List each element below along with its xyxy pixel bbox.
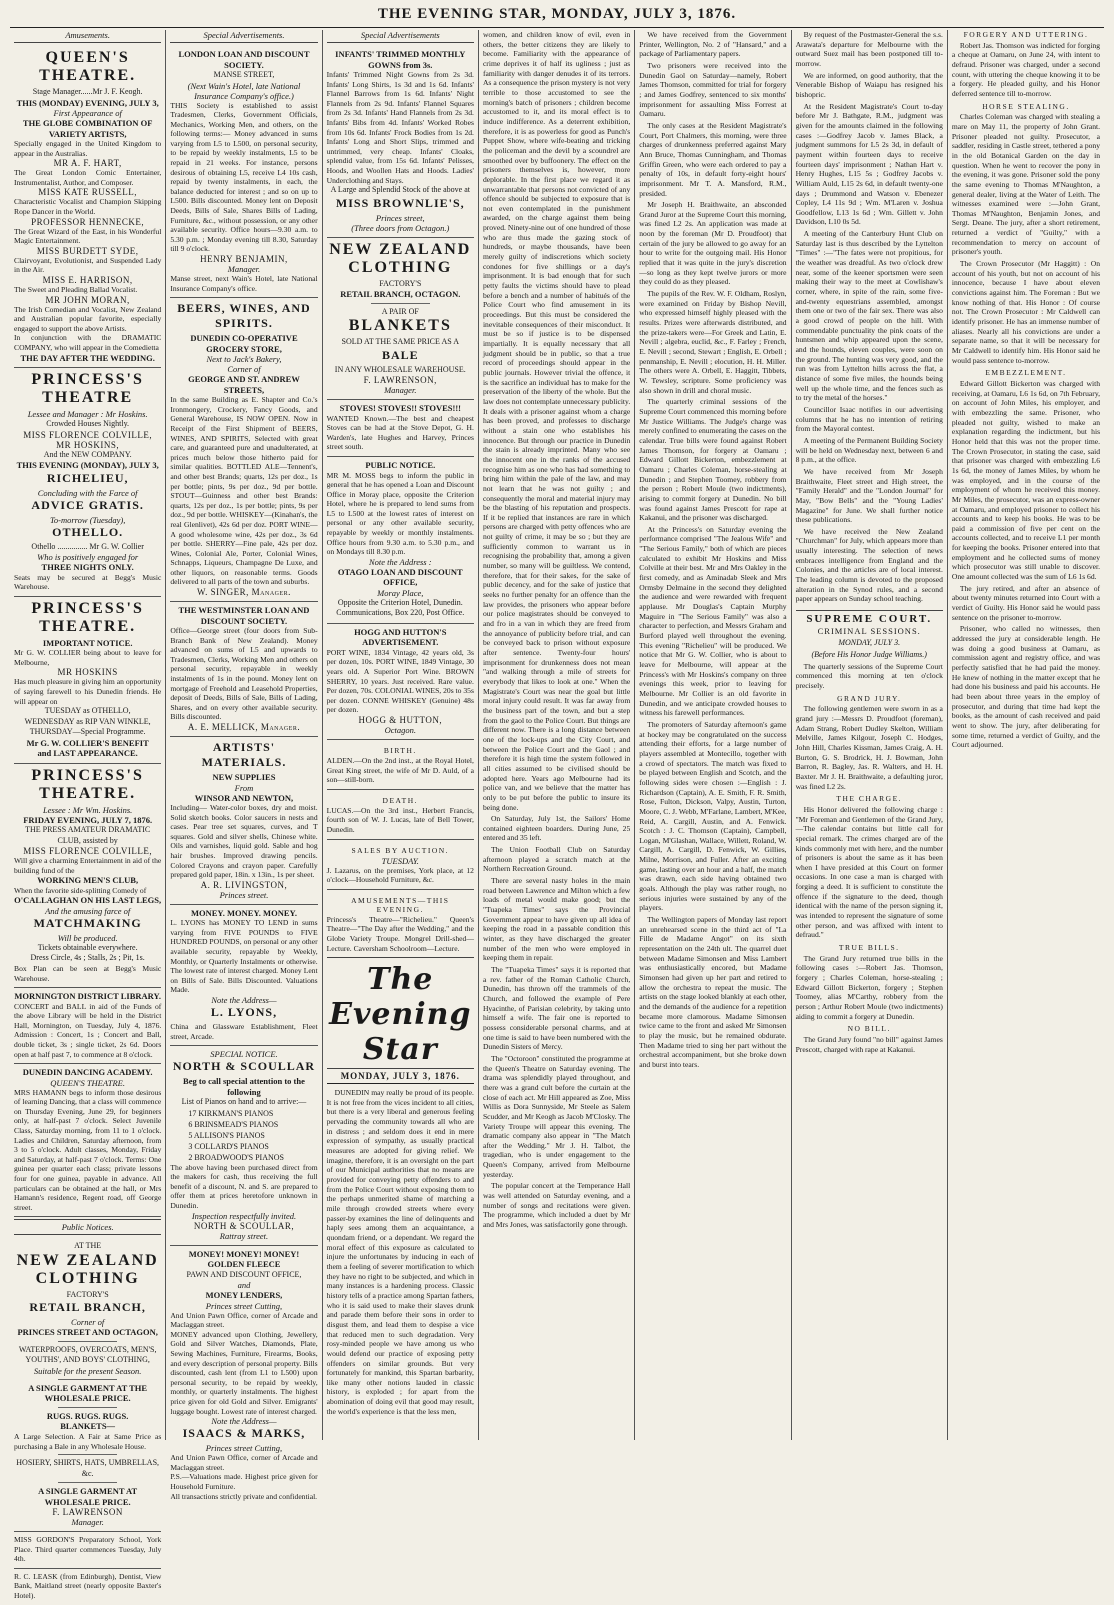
ad-body: PORT WINE, 1834 Vintage, 42 years old, 3s per dozen, 10s. PORT WINE, 1849 Vintage, 30 years old. A Superior Port Wine. BROWN SHERRY, 10 years. Just received. Rare value. Per dozen, 70s. COLONIAL WINES, 20s to 35s per dozen. CONNE WHISKEY (Genuine) 48s per dozen. <box>326 647 474 715</box>
subheading: THE CHARGE. <box>836 794 903 804</box>
ad-princess-theatre-1 <box>14 368 161 597</box>
notice-amusements-this-evening <box>327 890 474 957</box>
ad-line: RETAIL BRANCH, <box>29 1300 146 1315</box>
notice-body: J. Lazarus, on the premises, York place, at 12 o'clock—Household Furniture, &c. <box>326 865 474 885</box>
paragraph: His Honor delivered the following charge : "Mr Foreman and Gentlemen of the Grand Jury,—The calendar contains but little call for special remark. The crimes charged are of the kinds commonly met with here, and the number of prisoners is about the same as it has been when I have presided at this Court on former occasions. In one case a man is charged with forging a deed. It is sufficient to constitute the offence if the signature to the deed, though identical with the name of the person signing it, was intended to represent the signature of some other person, and was affixed with intent to defraud." <box>795 804 943 940</box>
ad-line: Next to Jack's Bakery, <box>206 354 282 365</box>
ad-line: ADVICE GRATIS. <box>31 497 144 512</box>
paragraph: We have received from Mr Joseph Braithwaite, Fleet street and High street, the "Family Herald" and the "London Journal" for May, "Bow Bells" and the "Young Ladies' Magazine" for June. We shall further notice these publications. <box>795 466 943 525</box>
ad-line: FACTORY'S <box>379 278 422 288</box>
paragraph: We have received from the Government Printer, Wellington, No. 2 of "Hansard," and a package of Parliamentary papers. <box>639 30 787 59</box>
ad-line: THREE NIGHTS ONLY. <box>41 562 134 572</box>
paragraph: The only cases at the Resident Magistrate's Court, Port Chalmers, this morning, were three charges of drunkenness preferred against Mary Ann Bruce, Thomas Cunningham, and Thomas Griffin Green, who were each ordered to pay a penalty of 10s, in default forty-eight hours' imprisonment. Mr T. A. Mansford, R.M., presided. <box>639 120 787 198</box>
ad-artists-materials <box>170 737 317 905</box>
ad-line: Manse street, next Wain's Hotel, late National Insurance Company's office. <box>170 274 318 293</box>
notice-title: DEATH. <box>382 795 419 805</box>
notice-body: ALDEN.—On the 2nd inst., at the Royal Hotel, Great King street, the wife of Mr D. Auld, of a son—still-born. <box>326 756 474 785</box>
ad-line: And Union Pawn Office, corner of Arcade and Maclaggan street. <box>170 1453 318 1472</box>
paragraph: The Grand Jury found "no bill" against James Prescott, charged with rape at Kakanui. <box>795 1034 943 1054</box>
ad-line: OTHELLO. <box>52 524 124 539</box>
ad-line: RETAIL BRANCH, OCTAGON. <box>340 289 461 300</box>
paragraph: Prisoner, who called no witnesses, then addressed the jury at considerable length. He was doing a good business at Oamaru, as commission agent and registry office, and was perfectly satisfied that he had paid the money. He knew of nothing in the matter except that he had done his business and paid his accounts. He had been about three years in the employ of prosecutor, and during that time had kept the books, as the amount of cash received and paid went to show. The jury, after deliberating for some time, returned a verdict of Guilty, and the Court adjourned. <box>951 624 1101 750</box>
ad-line: To-morrow (Tuesday), <box>49 514 126 525</box>
ad-line: Suitable for the present Season. <box>33 1365 142 1376</box>
ad-line: And the NEW COMPANY. <box>43 449 132 459</box>
nameplate: The Evening Star <box>327 957 474 1068</box>
ad-line: THE GLOBE COMBINATION OF VARIETY ARTISTS, <box>22 118 153 139</box>
ad-title: LONDON LOAN AND DISCOUNT SOCIETY. <box>178 49 310 70</box>
ad-line: Princes street Cutting, <box>205 1443 283 1454</box>
ad-title: MONEY! MONEY! MONEY! <box>188 1248 300 1259</box>
divider <box>58 1482 117 1483</box>
ad-body: MONEY advanced upon Clothing, Jewellery, Gold and Silver Watches, Diamonds, Plate, Sewing Machines, Furniture, Firearms, Books, and every description of personal property. Bills discounted, cash lent (from L1 to L500) upon personal security, to be repaid by weekly, monthly, or quarterly instalments. The highest price given for old Gold and Silver. Emigrants' luggage bought. Lowest rate of interest charged. <box>170 1329 318 1416</box>
paragraph: The popular concert at the Temperance Hall was well attended on Saturday evening, and a number of songs and recitations were given. The programme, which included a duet by Mr and Mrs Jones, was satisfactorily gone through. <box>482 1181 631 1230</box>
paragraph: The "Octoroon" constituted the programme at the Queen's Theatre on Saturday evening. The drama was splendidly played throughout, and there was a grand cult before the curtain at the close of each act. Mr Hill appeared as Zoe, Miss Willis as Dora Sunnyside, Mr Steele as Salem Scudder, and Mr Keogh as Jacob M'Closky. The Variety Troupe will appear this evening. The dramatic company also appear in "The Match after the Wedding." Mr J. H. Talbot, the tragedian, who is under engagement to the Queen's Company, arrived from Melbourne yesterday. <box>482 1053 631 1179</box>
paragraph: The Grand Jury returned true bills in the following cases :—Robert Jas. Thomson, forgery ; Charles Coleman, horse-stealing ; Edward Gillott Bickerton, forgery ; Stephen Toomey, alias M'Carthy, robbery from the person ; Arthur Robert Moule (two indictments) aiding to commit a forgery at Dunedin. <box>795 953 943 1021</box>
dateline: MONDAY, JULY 3, 1876. <box>327 1068 474 1084</box>
ad-golden-fleece <box>170 1246 317 1506</box>
ad-nz-clothing-octagon <box>327 238 474 401</box>
ad-line: HOGG & HUTTON, <box>358 715 443 725</box>
ad-body: THIS Society is established to assist Tradesmen, Clerks, Government Officials, Mechanics, Working Men, and others, on the following terms:— Money advanced in sums varying from L5 to L500, on personal security, to be repaid by weekly instalments, L5 to be repaid in 21 weeks. For instance, persons desirous of obtaining L5, receive L4 10s cash, repaid by twenty instalments, in each, the balance deducted for interest ; and so on up to L500. Bills discounted. Money lent on Deposit Deeds, Bills of Sale, Shares Bills of Lading, Furniture, &c., without possession, or any other available security. Office hours—9.30 a.m. to 5.30 p.m. ; Monday evening till 8.30, Saturday till 9 o'clock. <box>170 100 318 254</box>
ad-lyons-money <box>170 905 317 1046</box>
paragraph: women, and children know of evil, even in others, the better citizens they are likely to become. Familiarity with the appearance of crime deprives it of half its ugliness ; just as familiarity with danger denudes it of its terrors. As a consequence the prison mystery is not very terrible to those accustomed to see the morning's batch of prisoners ; children become accustomed to it, and its moral effect is to induce indifference. As a deterrent exhibition, therefore, it is as powerless for good as Punch's Puppet Show, where wife-beating and tricking the policeman and the devil by a scoundrel are smoothed over by buffoonery. The effect on the prisoners themselves is, however, more deplorable. In the first place we regard it as unwarrantable that persons not convicted of any offence should be subjected to exposure that is not even contemplated in the punishment awarded, on the charge against them being proved. Ninety-nine out of one hundred of those who are thus made the gazing stock of hundreds, or maybe thousands, have been merely guilty of indiscretions which society condones for five shillings or a day's imprisonment. It is bad enough that for such petty faults the victims should have to plead before a bench and a number of habitués of the Police Court who find amusement in its proceedings. But this must be considered the inevitable consequences of their misconduct. It must be so if justice is to be dispensed impartially. It is equally necessary that all judgment should be in public, so that a true record of proceedings should appear in the public journals. However trivial the offence, it is the sacrifice an individual has to make for the preservation of the liberty of the whole. But the law does not contemplate unnecessary publicity. It deals with a prisoner against whom a charge has been proved, and professes to discharge without a stain one who establishes his innocence. But through our practice in Dunedin the stain is already imprinted. Many who see the innocent one in the ranks of the accused recognise him as one who has had something to bring him within the pale of the law, and may not learn that he was not guilty ; and consequently the moral and material injury may be the blasting of his reputation and prospects. If it be replied that instances are rare in which persons are charged with petty offences who are not guilty of crime, it may be so ; but they are sufficiently common to warrant us in recognising the probability that, among a given number, so many will be guiltless. We contend, therefore, that for their sakes, for the sake of public decency, and for the sake of justice that seeks no further penalty for an offence than the law provides, the prisoners who appear before our police magistrates should be conveyed to and fro in a van in which they are freed from the annoyance of publicity before trial, and can be conveyed back to prison without exposure after sentence. Twenty-four hours' imprisonment for drunkenness does not mean "and walking through a mile of streets for everybody that likes to look at one." When the Magistrate's Court was near the goal but little moral injury could result. It was far away from the business part of the town, and but a step from the gaol to the Police Court. But things are different now. There is a long distance between one of the lock-ups and the City Court, and between the Police Court and the Gaol ; and therefore it is high time the system followed in all cities assumed to be civilised should be adopted here. Years ago Melbourne had its police van, and we believe that the matter has only to be put before the public to insure its being done. <box>482 30 631 812</box>
paragraph: The Crown Prosecutor (Mr Haggitt) : On account of his youth, but not on account of his innocence, because I have about eleven convictions against him. The Foreman : But we know nothing of that. His Honor : Of course not. The Crown Prosecutor : Mr Caldwell can identify prisoner. He has an immense number of aliases. Nearly all his convictions are under a separate name, so that it will be necessary for Mr Caldwell to identify him. His Honor said he would pass sentence to-morrow. <box>951 259 1101 365</box>
paragraph: At the Resident Magistrate's Court to-day before Mr J. Bathgate, R.M., judgment was given for the amounts claimed in the following cases :—Godfrey Jacob v. James Black, a judgment summons for L5 2s 3d, in default of payment within fourteen days to receive fourteen days' imprisonment ; Nathan Hart v. Henry Hughes, L15 5s ; Godfrey Jacobs v. William Auld, L15 2s 6d, in default twenty-one days ; Drummond and Watson v. Ebenezer Copley, L4 11s 9d ; Wm. M'Laren v. Joshua Goodfellow, L13 1s 6d ; Wm. Gillett v. John Davidson, L10 0s 5d. <box>795 101 943 227</box>
ad-line: A Large and Splendid Stock of the above at <box>330 185 470 195</box>
ad-mornington-library <box>14 988 161 1064</box>
list-item: 17 KIRKMAN'S PIANOS <box>188 1108 274 1118</box>
notice-sales-by-auction <box>327 840 474 890</box>
ad-line: Octagon. <box>384 725 416 735</box>
notice-title: SALES BY AUCTION. <box>351 845 450 855</box>
ad-body: In the same Building as E. Shapter and Co.'s Ironmongery, Crockery, Fancy Goods, and General Warehouse, IS NOW OPEN. Now in Receipt of the First Shipment of BEERS, WINES, AND SPIRITS, Selected with great care, and guaranteed pure and unadulterated, at prices much below those hitherto paid for similar qualities. BOTTLED ALE—Tennent's, and other best Brands; quarts, 12s per doz., 1s per bottle; pints, 9s per doz., 9d per bottle. STOUT—Guinness and other best Brands: quarts, 12s per doz., 1s per bottle; pints, 9s per doz., 9d per bottle. WHISKEY—(Kinahan's, the real Glenlivet), 42s 6d per doz. PORT WINE—A good wholesome wine, 42s per doz., 3s 6d per bottle. SHERRY—Fine pale, 42s per doz. Wines, Colonial Ale, Porter, Colonial Wines, Schnapps, Liqueurs, Champagne De Luxe, and other liquors, on reasonable terms. Goods delivered to all parts of the town and suburbs. <box>170 395 318 587</box>
ad-line: Clairvoyant, Evolutionist, and Suspended Lady in the Air. <box>14 255 162 275</box>
news-column <box>483 30 630 1230</box>
ad-title: BEERS, WINES, AND SPIRITS. <box>177 301 311 331</box>
ad-line: TUESDAY as OTHELLO, <box>44 706 131 716</box>
ad-westminster-loan <box>170 602 317 737</box>
ad-title: NEW ZEALAND CLOTHING <box>329 240 472 276</box>
ad-body: L. LYONS has MONEY TO LEND in sums varying from FIVE POUNDS to FIVE HUNDRED POUNDS, on personal or any other available security, repayable by Weekly, Monthly, or Quarterly Instalments or otherwise. The lowest rate of interest charged. Money Lent on Bills of Sale. Bills Discounted. Valuations Made. <box>170 918 318 995</box>
divider <box>371 303 430 304</box>
divider <box>58 1379 117 1380</box>
paragraph: A meeting of the Canterbury Hunt Club on Saturday last is thus described by the Lyttelton "Times" :—"The fates were not propitious, for the weather was dreadful. As two o'clock drew near, some of the keener sportsmen were seen making their way to the meet at Cowlishaw's corner, where, in spite of the rain, some five-and-twenty equestrians assembled, amongst them one or two of the fair sex. There was also a good crowd of people on the hill. With commendable punctuality the pink coats of the huntsmen and whip appeared upon the scene, and the hounds, eleven couples, were soon on the ground. The hunting was very good, and the run was from Lyttelton hills across the flat, a distance of some five miles, the hounds being well up the whole time, and the fences such as to try the metal of the horses." <box>795 229 943 403</box>
ad-line: In conjunction with the DRAMATIC COMPANY, who will appear in the Comedietta <box>14 333 162 352</box>
ad-line: Manager. <box>384 385 417 396</box>
ad-line: SPECIAL NOTICE. <box>210 1049 278 1060</box>
paragraph: The "Tuapeka Times" says it is reported that a rev. father of the Roman Catholic Church, Dunedin, has thrown off the trammels of the Church, and followed the example of Pere Hyacinthe, of Parisian celebrity, by taking unto himself a wife. The fair one is reported to possess considerable personal charms, and at one time is said to have been numbered with the Dunedin Sisters of Mercy. <box>482 965 631 1052</box>
ad-line: BLANKETS— <box>60 1421 116 1432</box>
column-6 <box>792 30 948 1440</box>
ad-line: OTAGO LOAN AND DISCOUNT OFFICE, <box>337 566 463 588</box>
ad-line: PAWN AND DISCOUNT OFFICE, <box>186 1269 302 1279</box>
ad-title: PRINCESS'S THEATRE. <box>31 766 144 802</box>
ad-line: The Great Wizard of the East, in his Wonderful Magic Entertainment. <box>14 226 162 246</box>
ad-line: RUGS. RUGS. RUGS. <box>46 1410 129 1421</box>
ad-princess-theatre-3 <box>14 764 161 988</box>
ad-hogg-hutton <box>327 624 474 740</box>
notice-death <box>327 790 474 840</box>
ad-line: THIS (MONDAY) EVENING, JULY 3, <box>16 97 159 108</box>
notice-body: Princess's Theatre—"Richelieu." Queen's Theatre—"The Day after the Wedding," and the Globe Variety Troupe. Mongrel Drill-shed—Lecture. Caversham Schoolroom—Lecture. <box>326 914 474 953</box>
subheading: HORSE STEALING. <box>982 101 1070 111</box>
ad-line: BLANKETS <box>348 317 452 335</box>
ad-line: F. LAWRENSON <box>52 1507 123 1518</box>
ad-body: Including— Water-color boxes, dry and moist. Solid sketch books. Color saucers in nests and cases. Pear tree set squares, curves, and T squares. Gold and silver shells, Chinese white. Oils and varnishes, liquid gold. Sable and hog hair brushes. Improved drawing pencils. Colored Crayons and crayon paper. Carefully prepared gold paper, 18in. x 13in., 1s per sheet. <box>170 803 318 880</box>
ad-line: BALE <box>381 347 419 362</box>
ad-line: WEDNESDAY as RIP VAN WINKLE, <box>24 716 151 726</box>
news-column <box>952 30 1100 750</box>
masthead: THE EVENING STAR, MONDAY, JULY 3, 1876. <box>10 6 1104 28</box>
ad-line: Will give a charming Entertainment in aid of the building fund of the <box>14 856 162 875</box>
divider <box>58 1407 117 1408</box>
subheading: FORGERY AND UTTERING. <box>963 30 1089 39</box>
ad-line: SOLD AT THE SAME PRICE AS A <box>341 337 460 347</box>
ad-title: NEW ZEALAND CLOTHING <box>16 1251 159 1287</box>
ad-line: MISS KATE RUSSELL, <box>38 187 138 198</box>
ad-gordon-school <box>14 1532 161 1569</box>
notice-line: TUESDAY. <box>381 855 419 866</box>
ad-line: NEW SUPPLIES <box>212 772 276 782</box>
paragraph: We have received the New Zealand "Churchman" for July, which appears more than usually interesting. The selection of news embraces intelligence from England and the Colonies, and the articles are of local interest. The leading column is devoted to the proposed alteration in the Synod rules, and a second paper appears on Sunday school teaching. <box>795 526 943 604</box>
ad-line: The Great London Comic Entertainer, Instrumentalist, Author, and Composer. <box>14 168 162 187</box>
section-heading: SUPREME COURT. <box>796 610 943 625</box>
ad-line: Box Plan can be seen at Begg's Music Warehouse. <box>14 963 162 983</box>
ad-line: Princes street Cutting, <box>205 1300 283 1311</box>
ad-line: MR HOSKINS, <box>56 439 120 450</box>
ad-line: DUNEDIN CO-OPERATIVE GROCERY STORE, <box>190 333 298 354</box>
ad-line: A Large Selection. A Fair at Same Price as purchasing a Bale in any Wholesale House. <box>14 1431 162 1451</box>
paragraph: At the Princess's on Saturday evening the performance comprised "The Jealous Wife" and "The Serious Family," both of which are pieces calculated to exhibit Mr Hoskins and Miss Colville at their best. Mr and Mrs Oakley in the first comedy, and as Aminadab Sleek and Mrs Ormsby Delmaine in the second they delighted the audience and were rewarded with frequent applause. Mr Douglas's Captain Murphy Maguire in "The Serious Family" was also a character to perfection, and Messrs Graham and Burford played well throughout the evening. This evening "Richelieu" will be produced. We notice that Mr G. W. Collier, who is about to leave for Melbourne, will appear at the Princess's with Mr Hoskins's company on three evenings this week, prior to leaving for Melbourne. Mr Collier is an old favorite in Dunedin, and we anticipate crowded houses to witness his farewell performances. <box>639 524 787 718</box>
ad-line: Characteristic Vocalist and Champion Skipping Rope Dancer in the World. <box>14 197 162 216</box>
ad-line: PRINCES STREET AND OCTAGON, <box>17 1327 158 1338</box>
column-7 <box>948 30 1104 1440</box>
paragraph: The quarterly sessions of the Supreme Court commenced this morning at ten o'clock precisely. <box>795 661 943 690</box>
subheading: EMBEZZLEMENT. <box>985 368 1067 378</box>
paragraph: We are informed, on good authority, that the Venerable Bishop of Waiapu has resigned his bishopric. <box>795 70 943 99</box>
notice-body: LUCAS.—On the 3rd inst., Herbert Francis, fourth son of W. J. Lucas, late of Bell Tower, Dunedin. <box>326 805 474 834</box>
ad-title: NORTH & SCOULLAR <box>172 1059 316 1074</box>
ad-beers-wines <box>170 298 317 602</box>
ad-line: RICHELIEU, <box>46 470 129 485</box>
ad-north-scoullar <box>170 1046 317 1245</box>
ad-line: Manager. <box>71 1517 104 1528</box>
session-date: MONDAY, JULY 3. <box>838 638 901 648</box>
ad-line: MISS FLORENCE COLVILLE, <box>23 846 153 857</box>
paragraph: DUNEDIN may really be proud of its people. It is not free from the vices incident to all cities, but there is a very liberal and generous feeling pervading the community towards all who are in distress ; and seldom does it end in mere expression of sympathy, as usually practical measures are adopted for giving relief. We imagine, therefore, it is an oversight on the part of our Municipal authorities that no means are provided for conveying petty offenders to and from the Police Court without exposing them to the perhaps unmerited shame of marching a mile through crowded streets where every passer-by examines the line of delinquents and haply sees among them an acquaintance, a quondam friend, or a dependant. We regard the moral effect of this exposure as calculated to injure the unfortunates by inducing in each of them a feeling of severer mortification to which they have no right to be subjected, and which in many instances is a hardening process. Classic history tells of a practice among Spartan fathers, who it is said used to make their slaves drunk and parade them before their sons in order to disgust them, and lead them to despise a vice that reduced men to such degradation. Very rosy-minded people we have among us who would defend our practice of exposing petty offenders on similar grounds. But very fortunately for mankind, this Spartan barbarity, like many other notions lauded in classic history, is exploded ; for apart from the abomination of doing evil that good may result, the world's experience is that the less men, <box>326 1088 474 1416</box>
ad-leask-dentist <box>14 1569 161 1605</box>
paragraph: A meeting of the Permanent Building Society will be held on Wednesday next, between 6 and 8 p.m., at the office. <box>795 435 943 465</box>
paragraph: The promoters of Saturday afternoon's game at hockey may be congratulated on the success attending their efforts, for a large number of players assembled at Montecillo, together with a crowd of spectators. The match was fixed to be played between English and Scotch, and the following sides were chosen :—English : J. Richardson (Captain), A. E. Smith, F. R. Smith, Rose, Fulton, Dickson, Valpy, Austin, Turton, Moore, C. J. Webb, M'Farlane, Lambert, M'Kee, Reid, A. Cargill, Austin, and A. Fenwick. Scotch : J. C. Thomson (Captain), Campbell, Logan, M'Glashan, Wallace, Willett, Roland, W. Cargill, A. Cargill, D. Fenwick, W. Gillies, Milne, Morrison, and Fuller. After an exciting game, lasting over an hour and a half, the match was drawn, each side having obtained two goals. Although the play was rather rough, no serious injuries were sustained by any of the players. <box>639 719 787 913</box>
paragraph: Edward Gillott Bickerton was charged with receiving, at Oamaru, L6 1s 6d, on 7th February, on account of John Miles, his employer, and with embezzling the same. Prisoner, who pleaded not guilty, wished to make an explanation regarding the indictment, but his Honor held that this was not the proper time. The Crown Prosecutor, in stating the case, said that prisoner was charged with embezzling L6 1s 6d, the money of James Miles, by whom he was employed, and in the course of the employment of whom he received this money. Mr Miles, the prosecutor, was an express-owner at Oamaru, and employed prisoner to collect his accounts and to keep his books. He was to be paid a commission of five per cent on the accounts collected, and to receive L1 per month for keeping the books. Prisoner entered into that employment and he collected sums of money which prosecutor was still unable to discover. One amount collected was the sum of L6 1s 6d. <box>951 378 1101 582</box>
ad-body: CONCERT and BALL in aid of the Funds of the above Library will be held in the District Hall, Mornington, on Tuesday, July 4, 1876. Admission : Concert, 1s ; Concert and Ball, double ticket, 3s ; single ticket, 2s 6d. Doors open at half past 7, to commence at 8 o'clock. <box>14 1001 162 1059</box>
ad-infants-gowns <box>327 46 474 238</box>
ad-line: P.S.—Valuations made. Highest price given for Household Furniture. <box>170 1472 318 1491</box>
ad-line: W. SINGER, Manager. <box>197 587 291 598</box>
ad-line: Princes street. <box>219 889 269 900</box>
ad-line: List of Pianos on hand and to arrive:— <box>181 1097 307 1107</box>
ad-line: Opposite the Criterion Hotel, Dunedin. <box>337 597 463 607</box>
ad-line: NORTH & SCOULLAR, <box>193 1220 295 1231</box>
ad-line: A. R. LIVINGSTON, <box>200 879 288 890</box>
ad-line: Lessee : Mr Wm. Hoskins. <box>43 804 133 815</box>
ad-line: Specially engaged in the United Kingdom to appear in the Australias. <box>14 139 162 158</box>
ad-line: QUEEN'S THEATRE. <box>50 1077 125 1088</box>
subheading: NO BILL. <box>847 1024 891 1034</box>
ad-line: WATERPROOFS, OVERCOATS, MEN'S, YOUTHS', AND BOYS' CLOTHING, <box>18 1344 157 1365</box>
ad-line: Corner of <box>71 1317 105 1328</box>
ad-line: Seats may be secured at Begg's Music Warehouse. <box>14 572 162 592</box>
paragraph: The quarterly criminal sessions of the Supreme Court commenced this morning before Mr Justice Williams. The Judge's charge was merely confined to enumerating the cases on the calendar. True bills were found against Robert James Thomson, for forgery at Oamaru ; Edward Gillott Bickerton, embezzlement at Oamaru ; Charles Coleman, horse-stealing at Dunedin ; and Stephen Toomey, robbery from the person ; Robert Moule (two indictments), arising to commit forgery at Dunedin. No bill was found against James Prescott for rape at Kakanui, and the prisoner was discharged. <box>639 397 787 523</box>
ad-line: The Irish Comedian and Vocalist, New Zealand and Australian popular favorite, especially engaged to support the above Artists. <box>14 304 162 333</box>
ad-line: MR A. F. HART, <box>53 158 122 169</box>
ad-line: PROFESSOR HENNECKE, <box>31 216 145 227</box>
paragraph: The Union Football Club on Saturday afternoon played a scratch match at the Northern Recreation Ground. <box>482 845 631 874</box>
ad-line: THIS EVENING (MONDAY), JULY 3, <box>16 460 159 470</box>
ad-dancing-academy <box>14 1064 161 1217</box>
column-head-special-ads: Special Advertisements. <box>170 30 317 43</box>
ad-line: Communications, Box 220, Post Office. <box>336 608 465 618</box>
ad-body: The above having been purchased direct from the makers for cash, thus receiving the full benefit of a discount, N. and S. are prepared to offer them at prices heretofore unknown in Dunedin. <box>170 1162 318 1211</box>
ad-line: WORKING MEN'S CLUB, <box>37 875 139 886</box>
ad-line: Will be produced. <box>57 932 118 943</box>
ad-stoves <box>327 400 474 457</box>
ad-body: MISS GORDON'S Preparatory School, York Place. Third quarter commences Tuesday, July 4th. <box>14 1535 162 1564</box>
subheading: TRUE BILLS. <box>838 943 900 953</box>
ad-line: MR HOSKINS <box>57 667 118 678</box>
column-3 <box>323 30 479 1440</box>
ad-line: FRIDAY EVENING, JULY 7, 1876. <box>23 814 153 825</box>
ad-line: Lessee and Manager : Mr Hoskins. <box>27 409 148 419</box>
ad-line: Beg to call special attention to the following <box>183 1076 305 1097</box>
ad-line: Tickets obtainable everywhere. <box>37 942 138 952</box>
ad-london-loan <box>170 46 317 298</box>
paragraph: The following gentlemen were sworn in as a grand jury :—Messrs D. Proudfoot (foreman), Adam Strang, Robert Dudley Skelton, William Melville, James Kilgour, Joseph C. Hodges, John Hill, Charles Kissman, James Craig, A. H. Burton, G. S. Brodrick, H. J. Bowman, John Barron, R. Bagley, Jas. R. Walters, and H. H. Baxter. Mr J. H. Braithwaite, a defaulting juror, was fined L2 2s. <box>795 704 943 791</box>
column-head-amusements: Amusements. <box>14 30 161 43</box>
ad-line: Note the Address— <box>211 995 277 1005</box>
ad-line: GOLDEN FLEECE <box>207 1259 281 1270</box>
ad-title: PUBLIC NOTICE. <box>365 460 436 470</box>
ad-line: And the amusing farce of <box>45 905 131 916</box>
ad-line: Moray Place, <box>377 587 424 598</box>
subheading: GRAND JURY. <box>837 693 902 703</box>
ad-line: Dress Circle, 4s ; Stalls, 2s ; Pit, 1s. <box>30 953 145 963</box>
ad-line: THE PRESS AMATEUR DRAMATIC CLUB, assisted by <box>25 825 151 845</box>
ad-line: WINSOR AND NEWTON, <box>194 792 294 803</box>
paragraph: On Saturday, July 1st, the Sailors' Home contained eighteen boarders. During June, 25 entered and 35 left. <box>482 814 631 843</box>
list-item: 2 BROADWOOD'S PIANOS <box>188 1152 284 1162</box>
ad-line: Princes street, <box>375 212 425 223</box>
ad-line: L. LYONS, <box>210 1005 278 1019</box>
ad-line: A SINGLE GARMENT AT WHOLESALE PRICE. <box>38 1486 138 1507</box>
ad-line: The Sweet and Pleading Ballad Vocalist. <box>14 284 138 294</box>
ad-line: Has much pleasure in giving him an opportunity of saying farewell to his Dunedin friends. He will appear on <box>14 677 162 706</box>
subsection-heading: CRIMINAL SESSIONS. <box>817 625 921 636</box>
ad-title: MONEY. MONEY. MONEY. <box>190 907 297 918</box>
list-item: 6 BRINSMEAD'S PIANOS <box>188 1119 279 1129</box>
ad-body: R. C. LEASK (from Edinburgh), Dentist, View Bank, Maitland street (nearly opposite Baxter's Hotel). <box>14 1571 162 1601</box>
paragraph: Robert Jas. Thomson was indicted for forging a cheque at Oamaru, on June 24, with intent to defraud. Prisoner was charged, under a second count, with uttering the cheque knowing it to be a forgery. He pleaded guilty, and his Honor deferred sentence till to-morrow. <box>951 40 1101 98</box>
column-head-public-notices: Public Notices. <box>14 1219 161 1235</box>
ad-body: WANTED Known.—The best and cheapest Stoves can be had at the Stove Depot, G. H. Warden's, late Hughes and Harvey, Princes street south. <box>326 413 474 452</box>
paragraph: There are several nasty holes in the main road between Lawrence and Milton which a few loads of metal would make good; but the "Tuapeka Times" says the Provincial Government appear to have given up all idea of keeping the road in a passable condition this winter, as they have discharged the greater number of the men who were employed in keeping them in repair. <box>482 876 631 963</box>
column-4 <box>479 30 635 1440</box>
ad-line: China and Glassware Establishment, Fleet street, Arcade. <box>170 1022 318 1041</box>
ad-line: All transactions strictly private and confidential. <box>170 1491 318 1501</box>
paragraph: The jury retired, and after an absence of about twenty minutes returned into Court with a verdict of Guilty. His Honor said he would pass sentence on the prisoner to-morrow. <box>951 583 1101 622</box>
column-head-special-ads-2: Special Advertisements <box>327 30 474 43</box>
news-column <box>639 30 786 1070</box>
ad-line: Mr G. W. COLLIER'S BENEFIT <box>26 737 149 748</box>
ad-nz-clothing-factory <box>14 1238 161 1532</box>
ad-line: HOSIERY, SHIRTS, HATS, UMBRELLAS, &c. <box>16 1458 160 1478</box>
ad-line: MR JOHN MORAN, <box>45 294 130 305</box>
ad-line: and <box>237 1280 251 1291</box>
ad-title: PRINCESS'S THEATRE. <box>31 599 144 635</box>
ad-line: HENRY BENJAMIN, <box>200 254 288 264</box>
session-judge: (Before His Honor Judge Williams.) <box>811 650 927 660</box>
ad-title: QUEEN'S THEATRE. <box>39 49 137 84</box>
ad-line: Note the Address : <box>368 556 432 567</box>
ad-line: When the favorite side-splitting Comedy of <box>14 885 147 895</box>
ad-line: MONEY LENDERS, <box>205 1290 283 1301</box>
ad-line: MATCHMAKING <box>33 915 142 930</box>
ad-line: and LAST APPEARANCE. <box>37 748 138 759</box>
ad-line: (Three doors from Octagon.) <box>351 222 450 233</box>
paragraph: Charles Coleman was charged with stealing a mare on May 11, the property of John Grant. Prisoner pleaded not guilty. Prosecutor, a saddler, residing in Castle street, tethered a pony in the old Botanical Garden on the day in question. When he went to recover the pony in the evening, it was gone. Prisoner sold the pony the same evening to Thomas M'Naughton, a general dealer, living at the Water of Leith. The witnesses examined were :—John Grant, Thomas M'Naughton, Benjamin Jones, and Sergt. Deane. The jury, after a short retirement, returned a verdict of "Guilty," with a recommendation to mercy on account of prisoner's youth. <box>951 112 1101 257</box>
ad-line: Mr G. W. COLLIER being about to leave for Melbourne, <box>14 648 162 667</box>
ad-line: AT THE <box>74 1241 102 1251</box>
ad-line: Manager. <box>227 264 261 274</box>
ad-line: And Union Pawn Office, corner of Arcade and Maclaggan street. <box>170 1310 318 1330</box>
ad-line: GEORGE AND ST. ANDREW STREETS, <box>188 374 300 395</box>
list-item: 5 ALLISON'S PIANOS <box>188 1130 265 1140</box>
ad-line: FACTORY'S <box>66 1289 109 1299</box>
ad-line: IN ANY WHOLESALE WAREHOUSE. <box>334 364 466 374</box>
piano-list <box>170 1108 317 1163</box>
ad-princess-theatre-2 <box>14 597 161 764</box>
ad-line: ISAACS & MARKS, <box>182 1426 306 1441</box>
ad-body: MR M. MOSS begs to inform the public in general that he has opened a Loan and Discount Office in Moray place, opposite the Criterion Hotel, where he is prepared to lend sums from L5 to L500 at the lowest rates of interest on personal or any other available security, repayable by weekly or monthly instalments. Office hours from 9.30 a.m. to 5.30 p.m., and on Mondays till 8.30 p.m. <box>326 470 474 557</box>
ad-title: STOVES! STOVES!! STOVES!!! <box>339 403 461 414</box>
paragraph: The Wellington papers of Monday last report an unrehearsed scene in the third act of "La Fille de Madame Angot" on its sixth representation on the 24th ult. The quarrel duet between Madame Simonsen and Miss Lambert was enthusiastically encored, but Madame Simonsen had given up her part and retired to allow the orchestra to repeat the music. The artists on the stage looked blankly at each other, and the demands of the audience for a repetition became more clamorous. Madame Simonsen twice came to the front and asked Mr Simonsen to play the music, but he remained obdurate. Then Madame tried to sing her part without the orchestral accompaniment, but she broke down and burst into tears. <box>639 915 787 1069</box>
ad-line: MISS BROWNLIE'S, <box>335 195 465 210</box>
ad-line: Crowded Houses Nightly. <box>46 419 130 428</box>
leader-article <box>327 1088 474 1416</box>
paragraph: The pupils of the Rev. W. F. Oldham, Roslyn, were examined on Friday by Bishop Nevill, who expressed himself highly pleased with the results. Prizes were afterwards distributed, and the prize-takers were—For Greek and Latin, E. Nevill ; algebra, euclid, &c., F. Farley ; French, E. Nevill ; second, Stewart ; English, E. Orbell ; penmanship, E. Nevill ; elocution, H. H. Miller. The others were A. Orbell, E. Haggitt, Tibbets, W. Tewsley, scripture. Some proficiency was also shown in drill and choral music. <box>639 289 787 395</box>
ad-line: Othello ............... Mr G. W. Collier <box>31 541 144 551</box>
ad-line: Who is positively engaged for <box>37 552 139 562</box>
ad-title: INFANTS' TRIMMED MONTHLY GOWNS from 3s. <box>335 49 466 70</box>
ad-line: MISS BURDETT SYDE, <box>36 245 139 256</box>
divider <box>58 1454 117 1455</box>
ad-line: From <box>234 782 254 793</box>
ad-line: Note the Address— <box>211 1416 277 1427</box>
ad-line: (Next Wain's Hotel, late National Insurance Company's office.) <box>187 80 301 101</box>
ad-body: Infants' Trimmed Night Gowns from 2s 3d. Infants' Long Shirts, 1s 3d and 1s 6d. Infants' Flannel Barrows from 1s 6d. Infants' Night Flannels from 2s 9d. Infants' Flannel Squares from 2s 3d. Infants' Hand Flannels from 2s 3d. Infants' Bibs from 4d. Infants' Worked Robes from 10s 6d. Infants' Frock Bodies from 1s 2d. Infants' Long and Short Slips, trimmed and untrimmed, very cheap. Infants' Cloaks, splendid value, from 15s 6d. Infants' Pelisses, Hoods, and Woollen Hats and Hoods. Ladies' Underclothing and Stays. <box>326 70 474 185</box>
ad-line: O'CALLAGHAN ON HIS LAST LEGS, <box>14 895 162 906</box>
news-column <box>796 30 943 1054</box>
ad-title: DUNEDIN DANCING ACADEMY. <box>22 1067 153 1078</box>
ad-body: MRS HAMANN begs to inform those desirous of learning Dancing, that a class will commence on Thursday Evening, June 29, for beginners only, at half-past 7 o'clock. Select Juvenile Class, Saturday morning, from 11 to 1 o'clock. Ladies and Children, Saturday afternoon, from 3 to 5 o'clock. Adult classes, Monday, Friday and Saturday, at half-past 7 o'clock. Terms: One guinea per quarter each class; private lessons four for one guinea, payable in advance. All particulars can be obtained at the hall, or Mrs Hamann's residence, Regent road, off George street. <box>14 1087 162 1212</box>
ad-queens-theatre <box>14 46 161 368</box>
ad-line: Rattray street. <box>219 1230 269 1241</box>
ad-line: Concluding with the Farce of <box>37 487 138 498</box>
ad-title: THE WESTMINSTER LOAN AND DISCOUNT SOCIETY. <box>178 605 310 626</box>
ad-title: MORNINGTON DISTRICT LIBRARY. <box>14 991 161 1002</box>
list-item: 3 COLLARD'S PIANOS <box>188 1141 269 1151</box>
ad-line: MISS FLORENCE COLVILLE, <box>23 429 153 440</box>
column-2 <box>166 30 322 1501</box>
notice-birth <box>327 740 474 790</box>
divider <box>58 1341 117 1342</box>
paragraph: Councillor Isaac notifies in our advertising columns that he has no intention of retiring from the Mayoral contest. <box>795 404 943 434</box>
ad-line: A. E. MELLICK, Manager. <box>187 722 301 732</box>
column-1 <box>10 30 166 1601</box>
column-5 <box>635 30 791 1440</box>
notice-title: BIRTH. <box>383 746 417 755</box>
ad-title: HOGG AND HUTTON'S ADVERTISEMENT. <box>354 626 447 648</box>
ad-line: Corner of <box>227 364 261 375</box>
ad-title: ARTISTS' MATERIALS. <box>201 740 287 769</box>
notice-title: AMUSEMENTS—THIS EVENING. <box>351 895 450 914</box>
ad-line: Stage Manager......Mr J. F. Keogh. <box>32 87 143 96</box>
paragraph: Mr Joseph H. Braithwaite, an absconded Grand Juror at the Supreme Court this morning, was fined L2 2s. An application was made at noon by the foreman (Mr D. Proudfoot) that certain of the jury be allowed to go away for an hour to write for the outgoing mail. His Honor replied that it was quite in the jury's discretion—so long as they kept twelve jurors or more they could do as they pleased. <box>639 200 787 287</box>
ad-line: THURSDAY—Special Programme. <box>29 727 146 737</box>
ad-body: Office—George street (four doors from Sub-Branch Bank of New Zealand). Money advanced on sums of L5 and upwards to Tradesmen, Clerks, Working Men and others on personal security, repayable in weekly instalments of 1s in the pound. Money lent on mortgage of Freehold and Leasehold Properties, deposit of Deeds, Bills of Sale, Bills of Lading, Shares, and on every other available security. Bills discounted. <box>170 626 318 722</box>
ad-public-notice-moss <box>327 457 474 624</box>
ad-title: PRINCESS'S THEATRE <box>31 371 144 406</box>
ad-line: IMPORTANT NOTICE. <box>42 637 133 648</box>
ad-line: MISS E. HARRISON, <box>42 274 133 285</box>
ad-line: A SINGLE GARMENT AT THE WHOLESALE PRICE. <box>28 1382 148 1404</box>
ad-line: Inspection respectfully invited. <box>191 1210 297 1221</box>
ad-line: A PAIR OF <box>381 306 419 316</box>
columns <box>10 30 1104 1601</box>
paragraph: Two prisoners were received into the Dunedin Gaol on Saturday—namely, Robert James Thomson, committed for trial for forgery ; and James Godfrey, sentenced to six months' imprisonment for assaulting Miss Forrest at Oamaru. <box>639 60 787 119</box>
ad-line: THE DAY AFTER THE WEDDING. <box>20 352 155 363</box>
paragraph: By request of the Postmaster-General the s.s. Arawata's departure for Melbourne with the outward Suez mail has been postponed till to-morrow. <box>795 30 943 68</box>
ad-line: F. LAWRENSON, <box>363 375 437 386</box>
ad-line: MANSE STREET, <box>213 70 275 79</box>
ad-line: First Appearance of <box>53 108 122 118</box>
